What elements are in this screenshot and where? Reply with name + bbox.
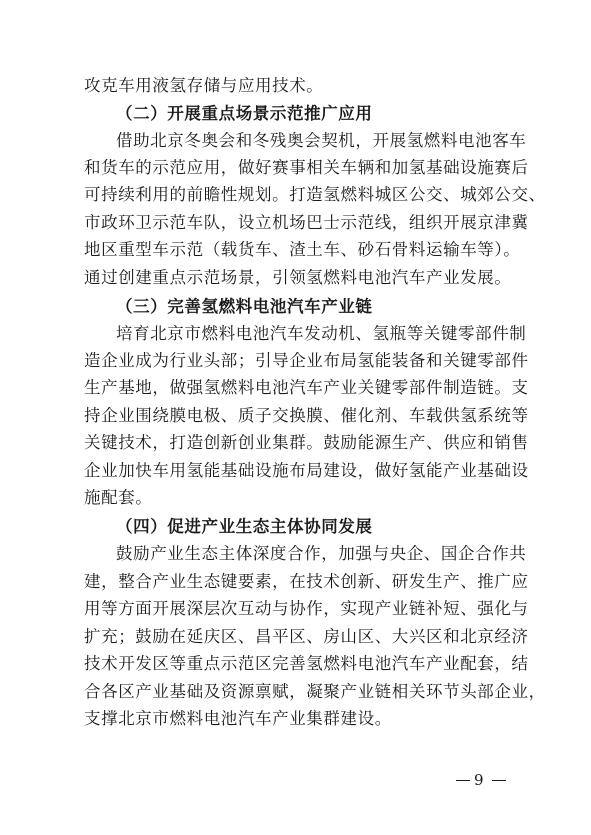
page-number: 9: [474, 771, 485, 789]
body-text-line: 施配套。: [84, 488, 153, 507]
dash-right-decoration: [492, 780, 506, 781]
body-text-line: 扩充；鼓励在延庆区、昌平区、房山区、大兴区和北京经济: [84, 627, 529, 646]
body-text-line: 地区重型车示范（载货车、渣土车、砂石骨料运输车等）。: [84, 240, 521, 259]
body-text-line: 市政环卫示范车队，设立机场巴士示范线，组织开展京津冀: [84, 213, 529, 232]
body-text-line: 造企业成为行业头部；引导企业布局氢能装备和关键零部件: [84, 351, 529, 370]
body-text-line: 用等方面开展深层次互动与协作，实现产业链补短、强化与: [84, 599, 529, 618]
body-text-line: 支撑北京市燃料电池汽车产业集群建设。: [84, 709, 392, 728]
body-text-line: 和货车的示范应用，做好赛事相关车辆和加氢基础设施赛后: [84, 158, 529, 177]
body-text-line: 可持续利用的前瞻性规划。打造氢燃料城区公交、城郊公交、: [84, 185, 546, 204]
body-text-line: 生产基地，做强氢燃料电池汽车产业关键零部件制造链。支: [84, 378, 529, 397]
body-text-line: 借助北京冬奥会和冬残奥会契机，开展氢燃料电池客车: [116, 131, 527, 150]
body-text-line: 建，整合产业生态键要素，在技术创新、研发生产、推广应: [84, 572, 529, 591]
body-text-line: 关键技术，打造创新创业集群。鼓励能源生产、供应和销售: [84, 433, 529, 452]
section-heading-4: （四）促进产业生态主体协同发展: [116, 517, 373, 536]
dash-left-decoration: [456, 780, 470, 781]
body-text-line: 培育北京市燃料电池汽车发动机、氢瓶等关键零部件制: [116, 324, 527, 343]
section-heading-2: （二）开展重点场景示范推广应用: [116, 104, 373, 123]
section-heading-3: （三）完善氢燃料电池汽车产业链: [116, 297, 373, 316]
body-text-line: 企业加快车用氢能基础设施布局建设，做好氢能产业基础设: [84, 461, 529, 480]
body-text-line: 技术开发区等重点示范区完善氢燃料电池汽车产业配套，结: [84, 654, 529, 673]
body-text-line: 持企业围绕膜电极、质子交换膜、催化剂、车载供氢系统等: [84, 406, 529, 425]
body-text-line: 攻克车用液氢存储与应用技术。: [84, 76, 324, 95]
body-text-line: 通过创建重点示范场景，引领氢燃料电池汽车产业发展。: [84, 268, 512, 287]
body-text-line: 合各区产业基础及资源禀赋，凝聚产业链相关环节头部企业，: [84, 682, 546, 701]
body-text-line: 鼓励产业生态主体深度合作，加强与央企、国企合作共: [116, 544, 527, 563]
